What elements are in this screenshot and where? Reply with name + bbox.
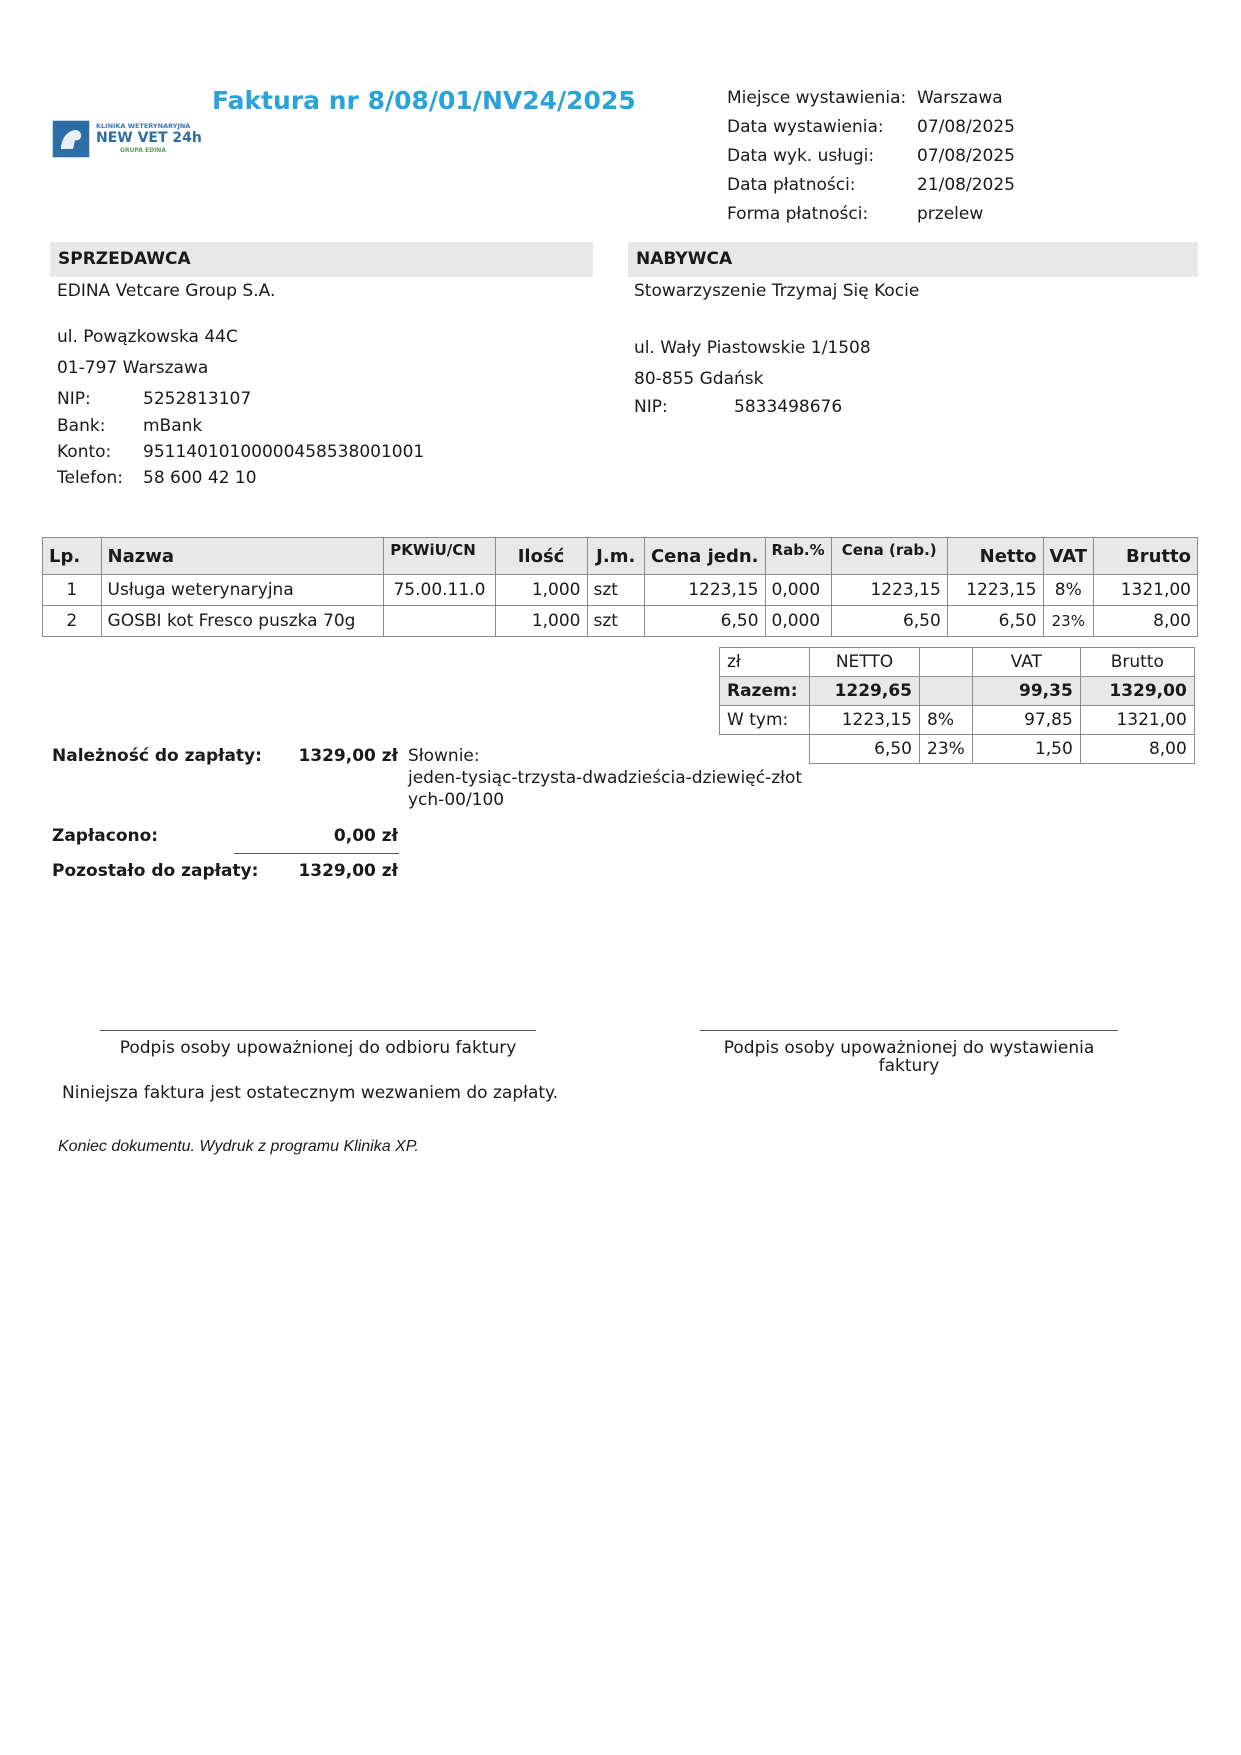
cell-qty: 1,000	[495, 575, 587, 606]
cell-vat: 8%	[1043, 575, 1094, 606]
buyer-city: 80-855 Gdańsk	[634, 369, 764, 389]
totals-breakdown-label: W tym:	[720, 706, 810, 735]
meta-value: 07/08/2025	[917, 117, 1015, 137]
cell-discount: 0,000	[765, 575, 831, 606]
meta-value: przelew	[917, 204, 984, 224]
totals-sum-row	[720, 677, 1195, 706]
clinic-logo	[52, 120, 202, 160]
cell-gross: 1321,00	[1094, 575, 1198, 606]
cell-pkwiu	[384, 606, 495, 637]
buyer-nip-row	[634, 397, 842, 417]
cell-lp: 1	[43, 575, 102, 606]
buyer-street: ul. Wały Piastowskie 1/1508	[634, 338, 871, 358]
invoice-title: Faktura nr 8/08/01/NV24/2025	[212, 86, 636, 115]
items-header-row	[43, 538, 1198, 575]
totals-table	[719, 647, 1195, 764]
breakdown-net: 1223,15	[810, 706, 920, 735]
issuer-signature-line	[700, 1030, 1118, 1031]
col-lp: Lp.	[43, 538, 102, 575]
totals-vat-header: VAT	[972, 648, 1080, 677]
breakdown-rate: 23%	[920, 735, 973, 764]
totals-net-header: NETTO	[810, 648, 920, 677]
cell-gross: 8,00	[1094, 606, 1198, 637]
col-price: Cena jedn.	[644, 538, 765, 575]
breakdown-net: 6,50	[810, 735, 920, 764]
cell-unit: szt	[587, 575, 644, 606]
cell-lp: 2	[43, 606, 102, 637]
words-label: Słownie:	[408, 746, 480, 766]
totals-sum-net: 1229,65	[810, 677, 920, 706]
meta-label: Data płatności:	[727, 175, 856, 195]
col-vat: VAT	[1043, 538, 1094, 575]
breakdown-gross: 1321,00	[1080, 706, 1194, 735]
seller-heading: SPRZEDAWCA	[50, 242, 593, 277]
due-amount: 1329,00 zł	[298, 746, 398, 766]
cell-price-disc: 6,50	[831, 606, 947, 637]
totals-breakdown-row	[720, 735, 1195, 764]
final-notice: Niniejsza faktura jest ostatecznym wezwaniem do zapłaty.	[62, 1083, 559, 1103]
dog-icon	[52, 120, 90, 158]
buyer-name: Stowarzyszenie Trzymaj Się Kocie	[634, 281, 920, 301]
col-name: Nazwa	[101, 538, 384, 575]
table-row	[43, 606, 1198, 637]
cell-name: Usługa weterynaryjna	[101, 575, 384, 606]
logo-line3: GRUPA EDINA	[120, 147, 166, 154]
meta-label: Data wystawienia:	[727, 117, 884, 137]
document-footer: Koniec dokumentu. Wydruk z programu Klinika XP.	[58, 1138, 419, 1155]
words-line2: ych-00/100	[408, 790, 505, 810]
col-net: Netto	[947, 538, 1043, 575]
breakdown-vat: 97,85	[972, 706, 1080, 735]
totals-currency: zł	[720, 648, 810, 677]
seller-city: 01-797 Warszawa	[57, 358, 209, 378]
col-unit: J.m.	[587, 538, 644, 575]
col-pkwiu: PKWiU/CN	[384, 538, 495, 575]
totals-rate-header	[920, 648, 973, 677]
totals-sum-gross: 1329,00	[1080, 677, 1194, 706]
cell-vat: 23%	[1043, 606, 1094, 637]
seller-nip-label: NIP:	[57, 389, 91, 409]
cell-name: GOSBI kot Fresco puszka 70g	[101, 606, 384, 637]
breakdown-vat: 1,50	[972, 735, 1080, 764]
receiver-signature-label: Podpis osoby upoważnionej do odbioru faktury	[119, 1038, 517, 1058]
paid-underline	[234, 853, 399, 854]
paid-label: Zapłacono:	[52, 826, 159, 846]
breakdown-empty	[720, 735, 810, 764]
issuer-signature-line1: Podpis osoby upoważnionej do wystawienia	[723, 1038, 1095, 1058]
meta-label: Miejsce wystawienia:	[727, 88, 907, 108]
seller-street: ul. Powązkowska 44C	[57, 327, 238, 347]
totals-sum-label: Razem:	[720, 677, 810, 706]
col-qty: Ilość	[495, 538, 587, 575]
cell-pkwiu: 75.00.11.0	[384, 575, 495, 606]
seller-phone-label: Telefon:	[57, 468, 124, 488]
seller-account-row	[57, 442, 424, 462]
seller-nip-row	[57, 389, 251, 409]
cell-net: 1223,15	[947, 575, 1043, 606]
totals-gross-header: Brutto	[1080, 648, 1194, 677]
seller-bank: mBank	[143, 416, 203, 436]
totals-breakdown-row	[720, 706, 1195, 735]
issuer-signature-label	[700, 1038, 1118, 1076]
breakdown-gross: 8,00	[1080, 735, 1194, 764]
table-row	[43, 575, 1198, 606]
seller-name: EDINA Vetcare Group S.A.	[57, 281, 276, 301]
seller-bank-row	[57, 416, 202, 436]
invoice-meta	[727, 88, 1015, 233]
remaining-label: Pozostało do zapłaty:	[52, 861, 259, 881]
paid-amount: 0,00 zł	[333, 826, 398, 846]
receiver-signature-line	[100, 1030, 536, 1031]
logo-line1: KLINIKA WETERYNARYJNA	[96, 122, 191, 130]
meta-label: Forma płatności:	[727, 204, 869, 224]
totals-sum-vat: 99,35	[972, 677, 1080, 706]
cell-qty: 1,000	[495, 606, 587, 637]
col-discount: Rab.%	[765, 538, 831, 575]
cell-price: 1223,15	[644, 575, 765, 606]
breakdown-rate: 8%	[920, 706, 973, 735]
buyer-nip: 5833498676	[734, 397, 843, 417]
cell-net: 6,50	[947, 606, 1043, 637]
logo-line2: NEW VET 24h	[96, 130, 202, 146]
seller-phone: 58 600 42 10	[143, 468, 257, 488]
cell-price-disc: 1223,15	[831, 575, 947, 606]
seller-bank-label: Bank:	[57, 416, 106, 436]
buyer-heading: NABYWCA	[628, 242, 1198, 277]
words-line1: jeden-tysiąc-trzysta-dwadzieścia-dziewięć-złot	[408, 768, 803, 788]
seller-phone-row	[57, 468, 257, 488]
buyer-nip-label: NIP:	[634, 397, 668, 417]
seller-nip: 5252813107	[143, 389, 252, 409]
col-gross: Brutto	[1094, 538, 1198, 575]
meta-value: Warszawa	[917, 88, 1003, 108]
totals-header-row	[720, 648, 1195, 677]
meta-value: 07/08/2025	[917, 146, 1015, 166]
totals-sum-rate	[920, 677, 973, 706]
due-label: Należność do zapłaty:	[52, 746, 262, 766]
issuer-signature-line2: faktury	[878, 1056, 940, 1076]
meta-value: 21/08/2025	[917, 175, 1015, 195]
items-table	[42, 537, 1198, 637]
cell-discount: 0,000	[765, 606, 831, 637]
meta-label: Data wyk. usługi:	[727, 146, 875, 166]
seller-account-label: Konto:	[57, 442, 112, 462]
cell-unit: szt	[587, 606, 644, 637]
remaining-amount: 1329,00 zł	[298, 861, 398, 881]
col-price-disc: Cena (rab.)	[831, 538, 947, 575]
cell-price: 6,50	[644, 606, 765, 637]
seller-account: 95114010100000458538001001	[143, 442, 425, 462]
